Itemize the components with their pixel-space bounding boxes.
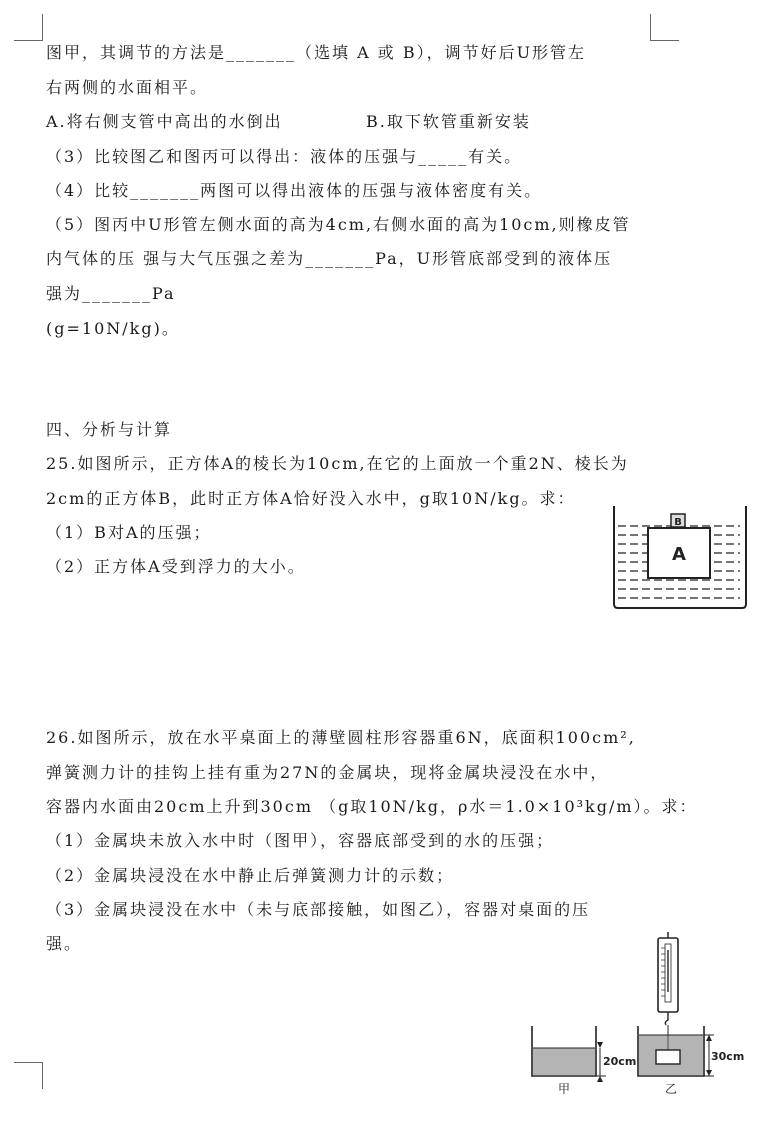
problem-26-line-3: 容器内水面由20cm上升到30cm （g取10N/kg，ρ水＝1.0×10³kg/m）。求： [46, 797, 698, 816]
corner-mark-top-left [14, 14, 43, 41]
question-5-line-3: 强为_______Pa [46, 284, 176, 303]
problem-25-q1: （1）B对A的压强； [46, 523, 212, 542]
problem-25-line-2: 2cm的正方体B，此时正方体A恰好没入水中，g取10N/kg。求： [46, 489, 576, 508]
option-b: B.取下软管重新安装 [366, 112, 531, 131]
problem-26-line-1: 26.如图所示，放在水平桌面上的薄壁圆柱形容器重6N，底面积100cm², [46, 728, 636, 747]
problem-25-q2: （2）正方体A受到浮力的大小。 [46, 557, 306, 576]
problem-26-line-2: 弹簧测力计的挂钩上挂有重为27N的金属块，现将金属块浸没在水中， [46, 763, 609, 782]
figure-label-yi: 乙 [664, 1082, 678, 1096]
corner-mark-top-right [650, 14, 679, 41]
problem-26-q1: （1）金属块未放入水中时（图甲），容器底部受到的水的压强； [46, 831, 555, 850]
question-5-line-4: (g=10N/kg)。 [46, 319, 180, 338]
height-label-jia: 20cm [603, 1055, 637, 1068]
height-label-yi: 30cm [711, 1050, 745, 1063]
text-line-2: 右两侧的水面相平。 [46, 78, 209, 97]
question-3: （3）比较图乙和图丙可以得出：液体的压强与_____有关。 [46, 147, 523, 166]
problem-26-q3: （3）金属块浸没在水中（未与底部接触，如图乙），容器对桌面的压 [46, 900, 591, 919]
cube-b-label: B [674, 517, 682, 528]
option-a: A.将右侧支管中高出的水倒出 [46, 112, 283, 131]
question-5-line-1: （5）图丙中U形管左侧水面的高为4cm,右侧水面的高为10cm,则橡皮管 [46, 215, 631, 234]
figure-label-jia: 甲 [557, 1082, 571, 1096]
problem-26-q3-end: 强。 [46, 934, 83, 953]
problem-26-q2: （2）金属块浸没在水中静止后弹簧测力计的示数； [46, 866, 455, 885]
metal-block [656, 1050, 680, 1064]
question-4: （4）比较_______两图可以得出液体的压强与液体密度有关。 [46, 181, 543, 200]
text-line-1: 图甲，其调节的方法是_______（选填 A 或 B），调节好后U形管左 [46, 43, 587, 62]
cube-a-label: A [672, 544, 686, 565]
figure-26-diagram [520, 930, 756, 1100]
figure-25-container-diagram [610, 504, 750, 612]
question-5-line-2: 内气体的压 强与大气压强之差为_______Pa，U形管底部受到的液体压 [46, 249, 613, 268]
problem-25-line-1: 25.如图所示，正方体A的棱长为10cm,在它的上面放一个重2N、棱长为 [46, 454, 629, 473]
corner-mark-bottom-left [14, 1062, 43, 1089]
section-heading: 四、分析与计算 [46, 420, 173, 439]
